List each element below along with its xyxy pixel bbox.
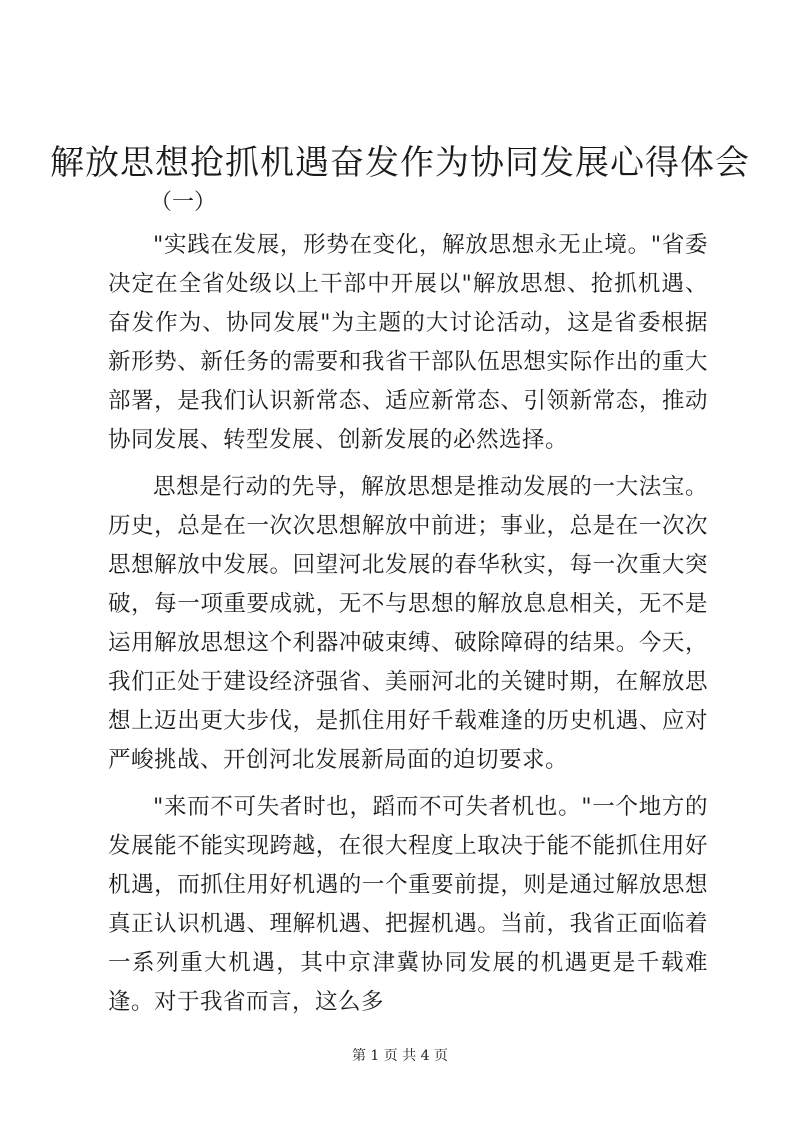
paragraph-1: "实践在发展，形势在变化，解放思想永无止境。"省委决定在全省处级以上干部中开展以"解放思想、抢抓机遇、奋发作为、协同发展"为主题的大讨论活动，这是省委根据新形势、新任务的需要和我省干部队伍思想实际作出的重大部署，是我们认识新常态、适应新常态、引领新常态，推动协同发展、转型发展、创新发展的必然选择。 — [108, 232, 708, 453]
page-footer — [0, 1046, 800, 1066]
page-number-indicator: 第 1 页 共 4 页 — [351, 1048, 449, 1064]
paragraph-3: "来而不可失者时也，蹈而不可失者机也。"一个地方的发展能不能实现跨越，在很大程度上取决于能不能抓住用好机遇，而抓住用好机遇的一个重要前提，则是通过解放思想真正认识机遇、理解机遇、把握机遇。当前，我省正面临着一系列重大机遇，其中京津冀协同发展的机遇更是千载难逢。对于我省而言，这么多 — [108, 794, 708, 1015]
paragraph-2: 思想是行动的先导，解放思想是推动发展的一大法宝。历史，总是在一次次思想解放中前进；事业，总是在一次次思想解放中发展。回望河北发展的春华秋实，每一次重大突破，每一项重要成就，无不与思想的解放息息相关，无不是运用解放思想这个利器冲破束缚、破除障碍的结果。今天，我们正处于建设经济强省、美丽河北的关键时期，在解放思想上迈出更大步伐，是抓住用好千载难逢的历史机遇、应对严峻挑战、开创河北发展新局面的迫切要求。 — [108, 474, 708, 773]
document-title: 解放思想抢抓机遇奋发作为协同发展心得体会 — [50, 143, 750, 183]
document-body — [108, 226, 708, 1030]
section-label: （一） — [150, 190, 217, 215]
